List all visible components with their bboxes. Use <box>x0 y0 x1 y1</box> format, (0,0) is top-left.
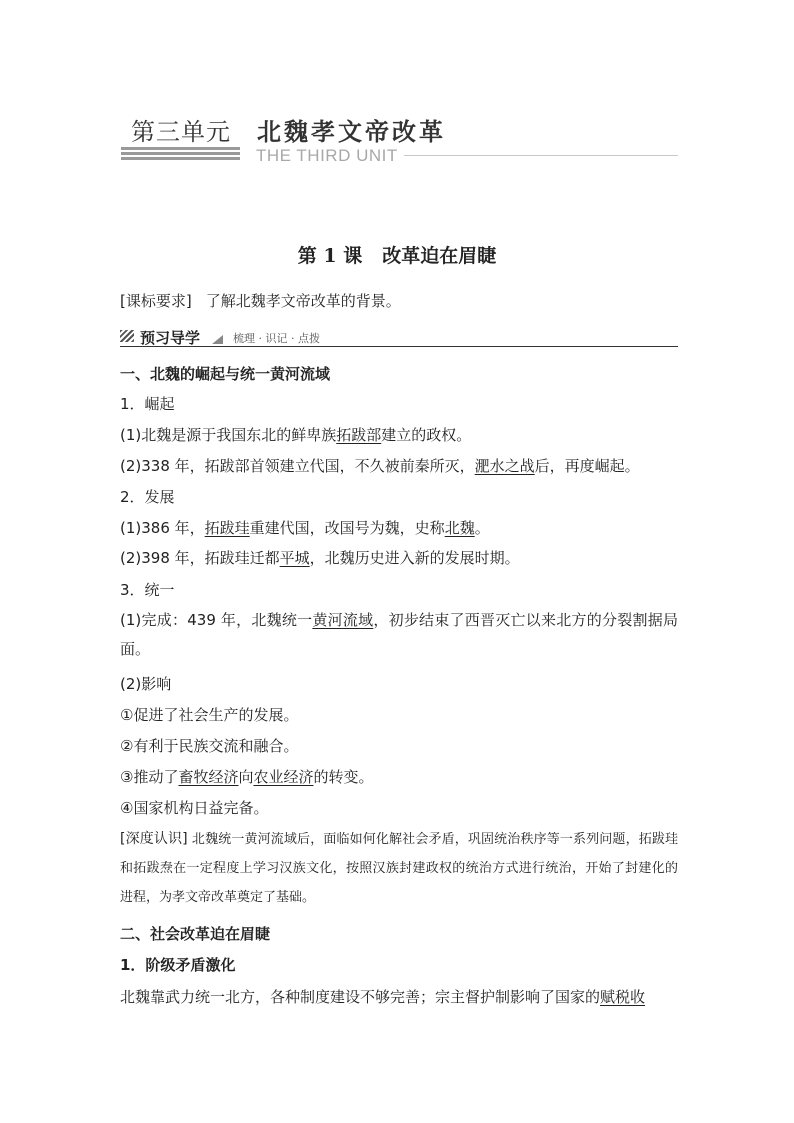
unit-english-title: THE THIRD UNIT <box>256 146 404 166</box>
text: (2)338 年，拓跋部首领建立代国，不久被前秦所灭， <box>120 457 475 475</box>
text: 重建代国，改国号为魏，史称 <box>249 519 445 537</box>
subsection-heading: 1．阶级矛盾激化 <box>120 956 236 974</box>
list-item <box>120 518 490 538</box>
note-text: 北魏统一黄河流域后，面临如何化解社会矛盾，巩固统治秩序等一系列问题，拓跋珪和拓跋焘在一定程度上学习汉族文化，按照汉族封建政权的统治方式进行统治，开始了封建化的进程，为孝文帝改革奠定了基础。 <box>120 832 678 905</box>
text: 。 <box>474 519 490 537</box>
key-term: 拓跋部 <box>336 426 382 444</box>
lesson-number: 第 1 课 <box>297 245 363 267</box>
key-term: 拓跋珪 <box>204 519 250 537</box>
triangle-icon <box>212 335 223 344</box>
paragraph <box>120 987 645 1007</box>
list-item: (2)影响 <box>120 675 172 693</box>
curriculum-requirement <box>120 291 401 311</box>
text: (2)398 年，拓跋珪迁都 <box>120 549 280 567</box>
subsection-heading: 3．统一 <box>120 581 175 599</box>
section-heading: 二、社会改革迫在眉睫 <box>120 925 271 943</box>
unit-name: 北魏孝文帝改革 <box>257 118 446 146</box>
list-item <box>120 767 374 787</box>
key-term: 畜牧经济 <box>178 768 239 786</box>
text: ③推动了 <box>120 768 179 786</box>
unit-number: 第三单元 <box>131 118 231 146</box>
list-item: ②有利于民族交流和融合。 <box>120 737 299 755</box>
text: (1)完成：439 年，北魏统一 <box>120 611 313 629</box>
key-term: 农业经济 <box>253 768 314 786</box>
section-heading: 一、北魏的崛起与统一黄河流域 <box>120 365 331 383</box>
text: ，初步结束了西晋灭亡以来北方的分裂割据局面。 <box>120 611 678 658</box>
key-term: 北魏 <box>444 519 475 537</box>
deep-understanding-note <box>120 825 678 912</box>
text: (1)386 年， <box>120 519 205 537</box>
lesson-name: 改革迫在眉睫 <box>382 245 497 267</box>
note-tag: [深度认识] <box>120 831 188 847</box>
text: (1)北魏是源于我国东北的鲜卑族 <box>120 426 337 444</box>
key-term: 淝水之战 <box>474 457 535 475</box>
requirement-text: 了解北魏孝文帝改革的背景。 <box>205 292 401 310</box>
key-term: 黄河流域 <box>312 611 374 629</box>
text: 的转变。 <box>313 768 374 786</box>
lesson-title <box>0 241 794 268</box>
subsection-heading: 1．崛起 <box>120 395 175 413</box>
text: ，北魏历史进入新的发展时期。 <box>309 549 520 567</box>
banner-rule <box>120 346 678 347</box>
list-item <box>120 548 520 568</box>
unit-title <box>131 112 446 147</box>
banner-subtitle: 梳理 · 识记 · 点拨 <box>233 332 320 345</box>
text: 向 <box>238 768 254 786</box>
key-term: 赋税收 <box>600 988 646 1006</box>
list-item: ④国家机构日益完备。 <box>120 799 269 817</box>
key-term: 平城 <box>279 549 310 567</box>
list-item <box>120 606 678 664</box>
stripe-icon <box>120 330 134 342</box>
list-item <box>120 456 640 476</box>
subsection-heading: 2．发展 <box>120 488 175 506</box>
list-item: ①促进了社会生产的发展。 <box>120 706 299 724</box>
text: 北魏靠武力统一北方，各种制度建设不够完善；宗主督护制影响了国家的 <box>120 988 601 1006</box>
preview-banner <box>120 327 678 347</box>
list-item <box>120 425 471 445</box>
unit-decor-bars <box>121 147 240 164</box>
text: 后，再度崛起。 <box>534 457 640 475</box>
banner-title: 预习导学 <box>140 329 201 347</box>
requirement-tag: [课标要求] <box>120 292 192 310</box>
text: 建立的政权。 <box>381 426 472 444</box>
